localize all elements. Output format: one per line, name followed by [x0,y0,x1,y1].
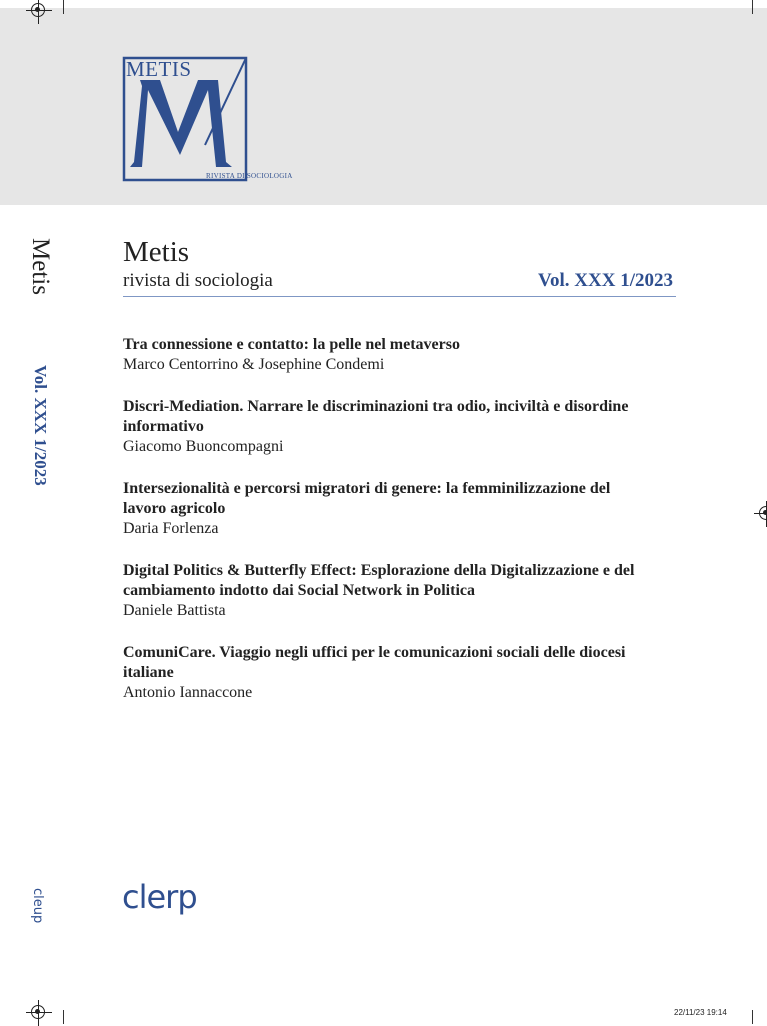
article-title: Intersezionalità e percorsi migratori di genere: la femminilizzazione del lavoro agricolo [123,480,611,517]
article-item [123,561,673,621]
registration-mark-top-left [31,3,45,17]
article-authors: Antonio Iannaccone [123,684,253,701]
registration-mark-right [759,506,767,520]
divider [123,296,676,297]
article-item [123,643,673,703]
registration-mark-bottom-left [31,1005,45,1019]
journal-subtitle: rivista di sociologia [123,270,273,291]
article-item [123,397,673,457]
article-title: ComuniCare. Viaggio negli uffici per le comunicazioni sociali delle diocesi italiane [123,644,626,681]
logo-wordmark: METIS [126,57,192,81]
article-list [123,335,673,725]
journal-title: Metis [123,236,190,268]
header-band [0,8,767,205]
article-authors: Marco Centorrino & Josephine Condemi [123,356,385,373]
article-title: Discri-Mediation. Narrare le discriminazioni tra odio, inciviltà e disordine informativo [123,398,629,435]
article-title: Tra connessione e contatto: la pelle nel metaverso [123,336,460,353]
publisher-logo: clerp [122,878,197,916]
article-authors: Giacomo Buoncompagni [123,438,284,455]
spine-title: Metis [27,238,54,295]
spine-volume: Vol. XXX 1/2023 [31,365,50,486]
crop-mark [63,0,64,14]
crop-mark [752,1010,753,1024]
article-title: Digital Politics & Butterfly Effect: Esplorazione della Digitalizzazione e del cambiamento indotto dai Social Network in Politica [123,562,635,599]
crop-mark [63,1010,64,1024]
spine-publisher-logo: cleup [30,888,45,924]
article-item [123,335,673,375]
volume-info: Vol. XXX 1/2023 [538,270,673,291]
article-item [123,479,673,539]
article-authors: Daria Forlenza [123,520,219,537]
article-authors: Daniele Battista [123,602,226,619]
print-timestamp: 22/11/23 19:14 [674,1008,727,1017]
logo-subtitle: RIVISTA DI SOCIOLOGIA [206,172,293,180]
crop-mark [752,0,753,14]
